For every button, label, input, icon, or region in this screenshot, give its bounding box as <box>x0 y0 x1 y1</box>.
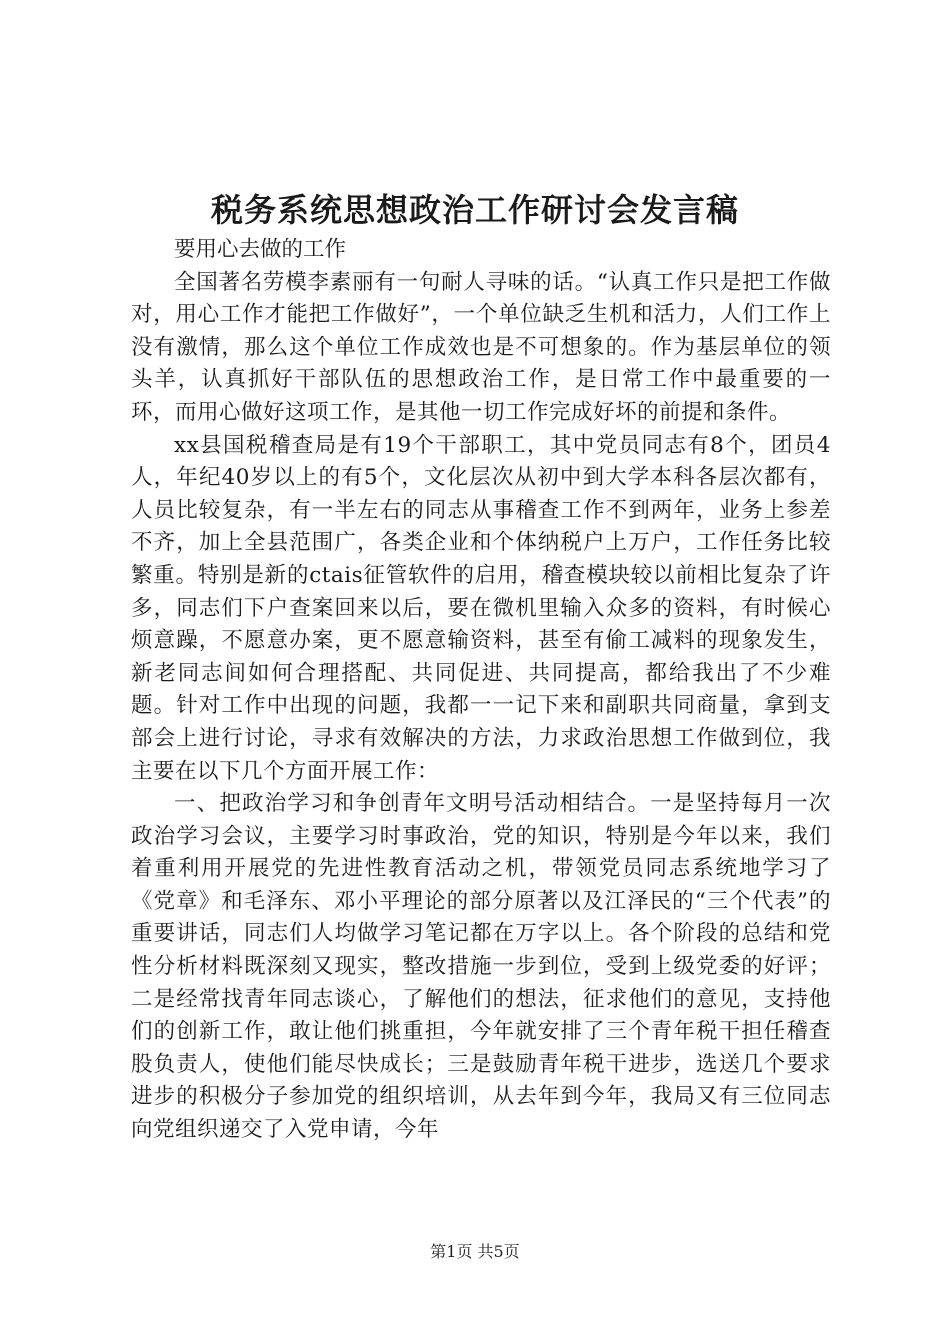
page-footer: 第1页 共5页 <box>430 1242 520 1261</box>
document-body <box>131 234 831 1147</box>
document-title: 税务系统思想政治工作研讨会发言稿 <box>210 191 739 229</box>
section-subheading: 要用心去做的工作 <box>174 237 347 262</box>
paragraph-2: xx县国税稽查局是有19个干部职工，其中党员同志有8个，团员4人，年纪40岁以上的有5个，文化层次从初中到大学本科各层次都有，人员比较复杂，有一半左右的同志从事稽查工作不到两年，业务上参差不齐，加上全县范围广，各类企业和个体纳税户上万户，工作任务比较繁重。特别是新的ctais征管软件的启用，稽查模块较以前相比复杂了许多，同志们下户查案回来以后，要在微机里输入众多的资料，有时候心烦意躁，不愿意办案，更不愿意输资料，甚至有偷工减料的现象发生，新老同志间如何合理搭配、共同促进、共同提高，都给我出了不少难题。针对工作中出现的问题，我都一一记下来和副职共同商量，拿到支部会上进行讨论，寻求有效解决的方法，力求政治思想工作做到位，我主要在以下几个方面开展工作： <box>131 432 831 784</box>
paragraph-1: 全国著名劳模李素丽有一句耐人寻味的话。“认真工作只是把工作做对，用心工作才能把工作做好”，一个单位缺乏生机和活力，人们工作上没有激情，那么这个单位工作成效也是不可想象的。作为基层单位的领头羊，认真抓好干部队伍的思想政治工作，是日常工作中最重要的一环，而用心做好这项工作，是其他一切工作完成好坏的前提和条件。 <box>131 269 831 425</box>
paragraph-3: 一、把政治学习和争创青年文明号活动相结合。一是坚持每月一次政治学习会议，主要学习时事政治，党的知识，特别是今年以来，我们着重利用开展党的先进性教育活动之机，带领党员同志系统地学习了《党章》和毛泽东、邓小平理论的部分原著以及江泽民的“三个代表”的重要讲话，同志们人均做学习笔记都在万字以上。各个阶段的总结和党性分析材料既深刻又现实，整改措施一步到位，受到上级党委的好评；二是经常找青年同志谈心，了解他们的想法，征求他们的意见，支持他们的创新工作，敢让他们挑重担，今年就安排了三个青年税干担任稽查股负责人，使他们能尽快成长；三是鼓励青年税干进步，选送几个要求进步的积极分子参加党的组织培训，从去年到今年，我局又有三位同志向党组织递交了入党申请，今年 <box>131 791 831 1143</box>
